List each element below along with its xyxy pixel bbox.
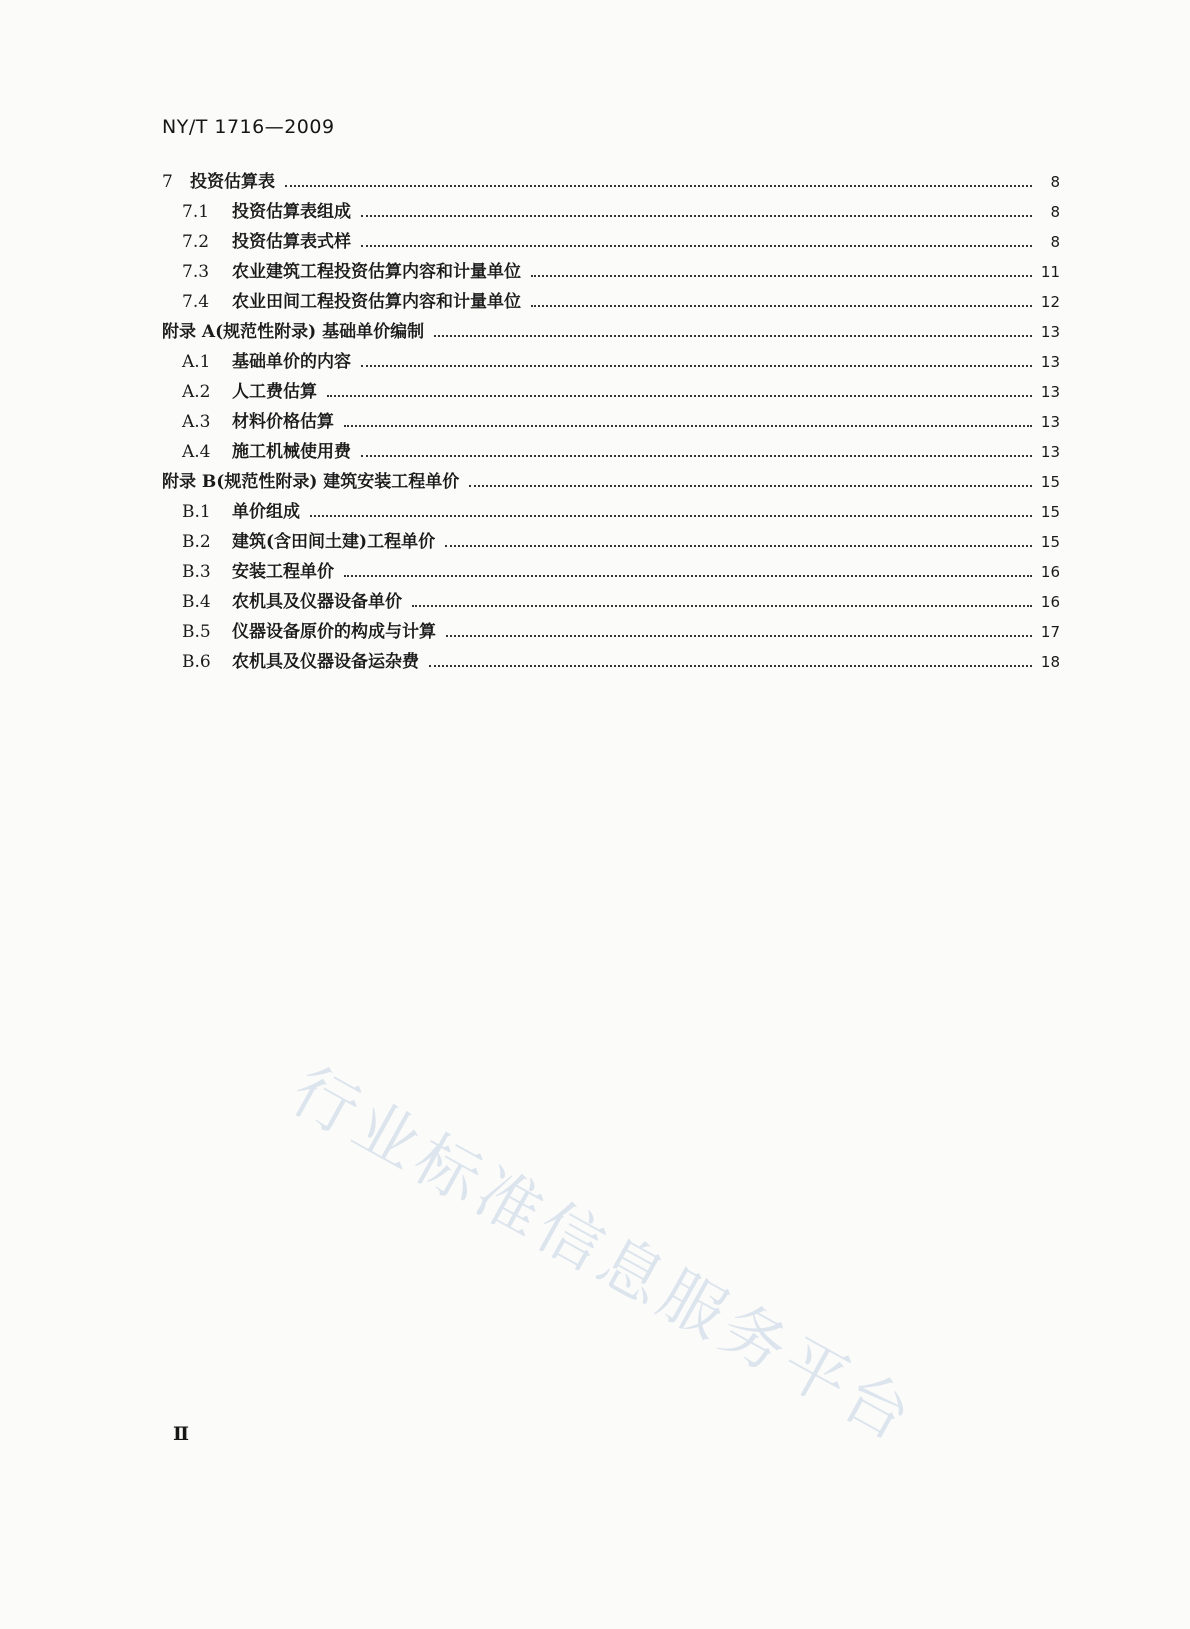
- dot-leader: [361, 245, 1032, 247]
- toc-entry-number: 7: [162, 172, 173, 192]
- toc-entry-page: 13: [1040, 413, 1060, 431]
- dot-leader: [361, 365, 1032, 367]
- dot-leader: [412, 605, 1032, 607]
- toc-entry[interactable]: [162, 197, 1060, 227]
- toc-entry[interactable]: [162, 347, 1060, 377]
- toc-entry-title: 仪器设备原价的构成与计算: [232, 622, 436, 642]
- toc-entry-title: 投资估算表: [190, 172, 275, 192]
- dot-leader: [429, 665, 1032, 667]
- toc-entry-title: 投资估算表式样: [232, 232, 351, 252]
- toc-entry-page: 16: [1040, 593, 1060, 611]
- toc-entry-number: 7.4: [182, 292, 210, 312]
- toc-entry-title: 单价组成: [232, 502, 300, 522]
- toc-entry-page: 13: [1040, 323, 1060, 341]
- toc-entry-title: 材料价格估算: [232, 412, 334, 432]
- toc-entry-number: 7.2: [182, 232, 210, 252]
- toc-entry[interactable]: [162, 557, 1060, 587]
- toc-entry[interactable]: [162, 617, 1060, 647]
- toc-entry-number: A.3: [182, 412, 211, 432]
- dot-leader: [434, 335, 1032, 337]
- toc-entry-title: 基础单价的内容: [232, 352, 351, 372]
- toc-entry-title: 农机具及仪器设备运杂费: [232, 652, 419, 672]
- toc-entry-page: 8: [1050, 173, 1060, 191]
- toc-entry[interactable]: [162, 497, 1060, 527]
- toc-entry-page: 18: [1040, 653, 1060, 671]
- toc-entry[interactable]: [162, 377, 1060, 407]
- dot-leader: [361, 455, 1032, 457]
- toc-entry[interactable]: [162, 287, 1060, 317]
- toc-entry-page: 16: [1040, 563, 1060, 581]
- toc-entry-title: 农机具及仪器设备单价: [232, 592, 402, 612]
- dot-leader: [327, 395, 1032, 397]
- dot-leader: [446, 635, 1032, 637]
- toc-entry-number: B.4: [182, 592, 211, 612]
- dot-leader: [344, 425, 1032, 427]
- dot-leader: [361, 215, 1032, 217]
- page-number: Ⅱ: [173, 1423, 190, 1445]
- toc-entry-title: 附录 B(规范性附录) 建筑安装工程单价: [162, 472, 460, 492]
- toc-entry[interactable]: [162, 647, 1060, 677]
- toc-entry[interactable]: [162, 407, 1060, 437]
- toc-entry-number: B.2: [182, 532, 211, 552]
- toc-entry-page: 15: [1040, 473, 1060, 491]
- toc-entry-title: 附录 A(规范性附录) 基础单价编制: [162, 322, 425, 342]
- dot-leader: [344, 575, 1032, 577]
- toc-entry[interactable]: [162, 227, 1060, 257]
- toc-entry-page: 13: [1040, 353, 1060, 371]
- dot-leader: [531, 305, 1032, 307]
- dot-leader: [469, 485, 1032, 487]
- toc-entry-page: 13: [1040, 383, 1060, 401]
- toc-entry-page: 15: [1040, 533, 1060, 551]
- toc-entry-page: 11: [1040, 263, 1060, 281]
- toc-entry-number: B.6: [182, 652, 211, 672]
- toc-entry-title: 投资估算表组成: [232, 202, 351, 222]
- toc-entry-appendix-a[interactable]: [162, 317, 1060, 347]
- table-of-contents: [162, 167, 1060, 677]
- dot-leader: [445, 545, 1032, 547]
- toc-entry[interactable]: [162, 437, 1060, 467]
- toc-entry-number: A.4: [182, 442, 211, 462]
- toc-entry-appendix-b[interactable]: [162, 467, 1060, 497]
- toc-entry[interactable]: [162, 257, 1060, 287]
- toc-entry-title: 农业建筑工程投资估算内容和计量单位: [232, 262, 521, 282]
- toc-entry[interactable]: [162, 167, 1060, 197]
- toc-entry-page: 8: [1050, 233, 1060, 251]
- toc-entry-title: 施工机械使用费: [232, 442, 351, 462]
- toc-entry-number: 7.3: [182, 262, 210, 282]
- toc-entry-page: 8: [1050, 203, 1060, 221]
- toc-entry-number: A.1: [182, 352, 211, 372]
- toc-entry-page: 15: [1040, 503, 1060, 521]
- toc-entry-number: A.2: [182, 382, 211, 402]
- toc-entry-page: 13: [1040, 443, 1060, 461]
- dot-leader: [531, 275, 1032, 277]
- toc-entry-title: 安装工程单价: [232, 562, 334, 582]
- toc-entry[interactable]: [162, 587, 1060, 617]
- toc-entry-page: 12: [1040, 293, 1060, 311]
- toc-entry-number: 7.1: [182, 202, 210, 222]
- toc-entry-page: 17: [1040, 623, 1060, 641]
- toc-entry-title: 建筑(含田间土建)工程单价: [232, 532, 436, 552]
- dot-leader: [310, 515, 1032, 517]
- toc-entry-number: B.3: [182, 562, 211, 582]
- toc-entry-number: B.5: [182, 622, 211, 642]
- toc-entry[interactable]: [162, 527, 1060, 557]
- dot-leader: [285, 185, 1032, 187]
- watermark-text: 行业标准信息服务平台: [279, 1053, 928, 1458]
- toc-entry-title: 人工费估算: [232, 382, 317, 402]
- toc-entry-number: B.1: [182, 502, 211, 522]
- toc-entry-title: 农业田间工程投资估算内容和计量单位: [232, 292, 521, 312]
- standard-code-header: NY/T 1716—2009: [162, 116, 335, 138]
